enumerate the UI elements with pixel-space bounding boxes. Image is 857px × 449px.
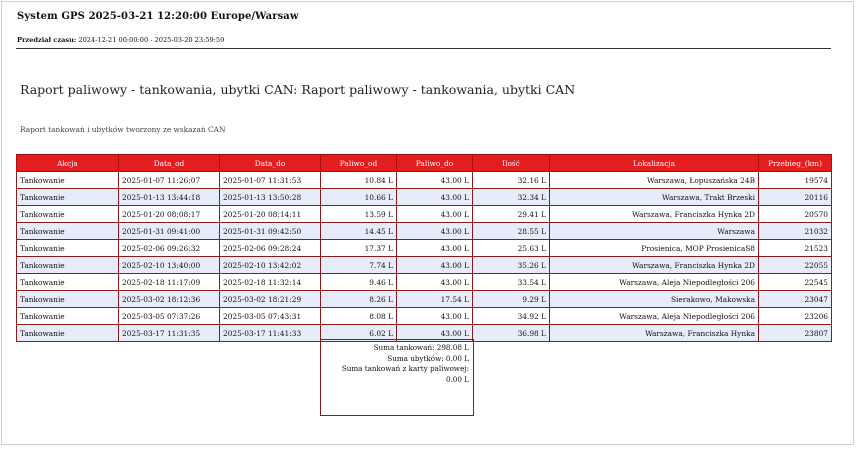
cell-ilosc: 33.54 L	[473, 274, 550, 291]
cell-data-od: 2025-01-20 08:08:17	[119, 206, 220, 223]
table-row	[17, 240, 832, 257]
cell-data-do: 2025-03-17 11:41:33	[220, 325, 321, 342]
cell-data-do: 2025-03-05 07:43:31	[220, 308, 321, 325]
column-header-data-do[interactable]: Data_do	[220, 155, 321, 172]
cell-akcja: Tankowanie	[17, 206, 119, 223]
cell-paliwo-od: 10.66 L	[321, 189, 397, 206]
cell-data-od: 2025-03-05 07:37:26	[119, 308, 220, 325]
cell-lokalizacja: Warszawa, Aleja Niepodległości 206	[550, 308, 759, 325]
column-header-przebieg[interactable]: Przebieg_(km)	[759, 155, 832, 172]
cell-paliwo-do: 17.54 L	[397, 291, 473, 308]
cell-lokalizacja: Warszawa, Franciszka Hynka 2D	[550, 206, 759, 223]
cell-data-do: 2025-01-07 11:31:53	[220, 172, 321, 189]
cell-data-od: 2025-01-13 13:44:18	[119, 189, 220, 206]
cell-ilosc: 28.55 L	[473, 223, 550, 240]
cell-lokalizacja: Warszawa, Franciszka Hynka 2D	[550, 257, 759, 274]
report-description: Raport tankowań i ubytków tworzony ze wskazań CAN	[20, 125, 226, 134]
table-header-row	[17, 155, 832, 172]
cell-przebieg: 22055	[759, 257, 832, 274]
cell-akcja: Tankowanie	[17, 274, 119, 291]
summary-card-refuel-label: Suma tankowań z karty paliwowej:	[341, 364, 469, 374]
cell-lokalizacja: Warszawa, Franciszka Hynka	[550, 325, 759, 342]
cell-paliwo-od: 6.02 L	[321, 325, 397, 342]
table-row	[17, 308, 832, 325]
cell-przebieg: 19574	[759, 172, 832, 189]
cell-akcja: Tankowanie	[17, 240, 119, 257]
cell-przebieg: 20570	[759, 206, 832, 223]
cell-paliwo-do: 43.00 L	[397, 206, 473, 223]
cell-przebieg: 23807	[759, 325, 832, 342]
cell-ilosc: 32.34 L	[473, 189, 550, 206]
cell-data-do: 2025-02-06 09:28:24	[220, 240, 321, 257]
cell-paliwo-do: 43.00 L	[397, 257, 473, 274]
cell-lokalizacja: Warszawa, Trakt Brzeski	[550, 189, 759, 206]
cell-lokalizacja: Warszawa, Aleja Niepodległości 206	[550, 274, 759, 291]
fuel-report-table	[16, 154, 832, 342]
column-header-paliwo-do[interactable]: Paliwo_do	[397, 155, 473, 172]
cell-paliwo-od: 13.59 L	[321, 206, 397, 223]
cell-paliwo-od: 9.46 L	[321, 274, 397, 291]
cell-data-do: 2025-01-20 08:14:11	[220, 206, 321, 223]
cell-przebieg: 23047	[759, 291, 832, 308]
cell-paliwo-do: 43.00 L	[397, 308, 473, 325]
cell-lokalizacja: Warszawa, Łopuszańska 24B	[550, 172, 759, 189]
cell-data-do: 2025-01-31 09:42:50	[220, 223, 321, 240]
summary-loss-total: Suma ubytków: 0.00 L	[387, 353, 469, 363]
cell-data-od: 2025-02-10 13:40:00	[119, 257, 220, 274]
summary-box	[320, 339, 474, 416]
cell-data-od: 2025-02-06 09:26:32	[119, 240, 220, 257]
cell-akcja: Tankowanie	[17, 189, 119, 206]
cell-przebieg: 23206	[759, 308, 832, 325]
cell-akcja: Tankowanie	[17, 291, 119, 308]
table-row	[17, 257, 832, 274]
cell-paliwo-do: 43.00 L	[397, 172, 473, 189]
cell-data-od: 2025-03-02 18:12:36	[119, 291, 220, 308]
cell-paliwo-do: 43.00 L	[397, 189, 473, 206]
cell-data-do: 2025-03-02 18:21:29	[220, 291, 321, 308]
cell-paliwo-do: 43.00 L	[397, 240, 473, 257]
cell-paliwo-od: 8.26 L	[321, 291, 397, 308]
cell-lokalizacja: Warszawa	[550, 223, 759, 240]
summary-refuel-total: Suma tankowań: 298.08 L	[373, 343, 469, 352]
cell-przebieg: 20116	[759, 189, 832, 206]
cell-ilosc: 36.98 L	[473, 325, 550, 342]
column-header-akcja[interactable]: Akcja	[17, 155, 119, 172]
cell-data-do: 2025-02-18 11:32:14	[220, 274, 321, 291]
cell-ilosc: 9.29 L	[473, 291, 550, 308]
cell-ilosc: 29.41 L	[473, 206, 550, 223]
cell-ilosc: 32.16 L	[473, 172, 550, 189]
cell-akcja: Tankowanie	[17, 308, 119, 325]
cell-lokalizacja: Prosienica, MOP ProsienicaS8	[550, 240, 759, 257]
cell-data-do: 2025-01-13 13:50:28	[220, 189, 321, 206]
cell-akcja: Tankowanie	[17, 257, 119, 274]
cell-data-od: 2025-01-07 11:26:07	[119, 172, 220, 189]
report-title: Raport paliwowy - tankowania, ubytki CAN: Raport paliwowy - tankowania, ubytki CAN	[20, 82, 576, 97]
cell-data-od: 2025-03-17 11:31:35	[119, 325, 220, 342]
column-header-data-od[interactable]: Data_od	[119, 155, 220, 172]
table-row	[17, 291, 832, 308]
cell-data-od: 2025-01-31 09:41:00	[119, 223, 220, 240]
cell-lokalizacja: Sierakowo, Makowska	[550, 291, 759, 308]
summary-card-refuel-value: 0.00 L	[445, 374, 469, 384]
table-row	[17, 206, 832, 223]
cell-przebieg: 22545	[759, 274, 832, 291]
time-range-value: 2024-12-21 00:00:00 - 2025-03-20 23:59:59	[78, 36, 225, 44]
cell-paliwo-od: 7.74 L	[321, 257, 397, 274]
table-row	[17, 223, 832, 240]
column-header-paliwo-od[interactable]: Paliwo_od	[321, 155, 397, 172]
cell-przebieg: 21032	[759, 223, 832, 240]
column-header-lokalizacja[interactable]: Lokalizacja	[550, 155, 759, 172]
cell-paliwo-do: 43.00 L	[397, 274, 473, 291]
header-divider	[16, 48, 831, 49]
report-page	[1, 1, 854, 445]
table-row	[17, 189, 832, 206]
time-range-label: Przedział czasu:	[17, 36, 77, 44]
cell-paliwo-od: 17.37 L	[321, 240, 397, 257]
cell-paliwo-do: 43.00 L	[397, 223, 473, 240]
time-range	[17, 36, 224, 44]
cell-akcja: Tankowanie	[17, 223, 119, 240]
table-row	[17, 172, 832, 189]
table-row	[17, 274, 832, 291]
cell-akcja: Tankowanie	[17, 172, 119, 189]
cell-paliwo-od: 14.45 L	[321, 223, 397, 240]
system-header-title: System GPS 2025-03-21 12:20:00 Europe/Warsaw	[17, 11, 299, 22]
cell-paliwo-do: 43.00 L	[397, 325, 473, 342]
cell-ilosc: 34.92 L	[473, 308, 550, 325]
column-header-ilosc[interactable]: Ilość	[473, 155, 550, 172]
cell-data-do: 2025-02-10 13:42:02	[220, 257, 321, 274]
cell-paliwo-od: 8.08 L	[321, 308, 397, 325]
cell-paliwo-od: 10.84 L	[321, 172, 397, 189]
cell-akcja: Tankowanie	[17, 325, 119, 342]
cell-przebieg: 21523	[759, 240, 832, 257]
cell-ilosc: 35.26 L	[473, 257, 550, 274]
cell-ilosc: 25.63 L	[473, 240, 550, 257]
cell-data-od: 2025-02-18 11:17:09	[119, 274, 220, 291]
